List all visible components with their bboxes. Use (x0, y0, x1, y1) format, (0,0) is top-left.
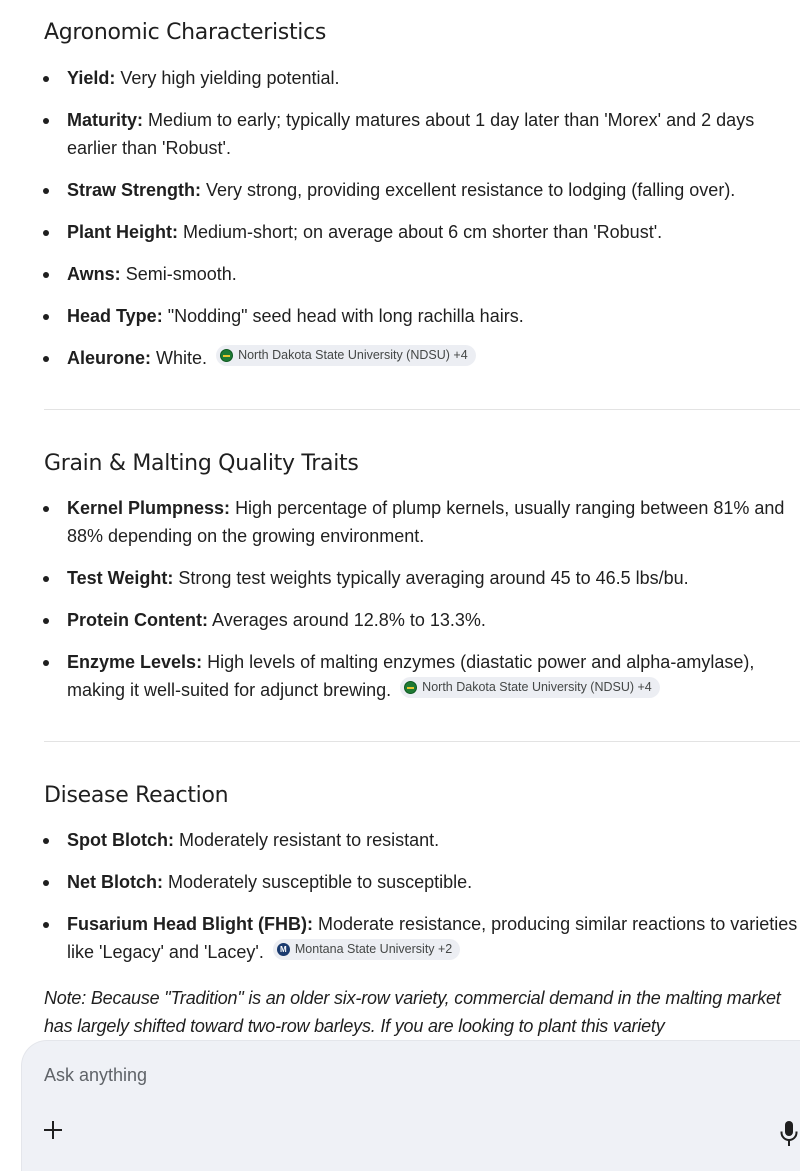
list-item (44, 344, 800, 372)
section-heading: Agronomic Characteristics (44, 20, 327, 45)
item-text: High percentage of plump kernels, usually ranging between 81% and 88% depending on the growing environment. (67, 498, 785, 546)
agronomic-list (44, 64, 800, 386)
source-chip[interactable] (216, 345, 476, 366)
item-label: Spot Blotch: (67, 830, 174, 850)
item-text: Very high yielding potential. (120, 68, 340, 88)
source-chip[interactable] (273, 939, 460, 960)
list-item (44, 564, 800, 592)
chat-composer (21, 1040, 800, 1171)
microphone-icon[interactable] (777, 1119, 800, 1147)
quality-list (44, 494, 800, 718)
item-label: Net Blotch: (67, 872, 163, 892)
item-text: "Nodding" seed head with long rachilla hairs. (167, 306, 524, 326)
section-divider (44, 409, 800, 410)
item-label: Head Type: (67, 306, 163, 326)
item-label: Straw Strength: (67, 180, 202, 200)
item-label: Awns: (67, 264, 121, 284)
item-text: Medium-short; on average about 6 cm shorter than 'Robust'. (183, 222, 663, 242)
note-text: Note: Because "Tradition" is an older six-row variety, commercial demand in the malting market has largely shifted toward two-row barleys. If you are looking to plant this variety (44, 988, 781, 1036)
item-text: Medium to early; typically matures about 1 day later than 'Morex' and 2 days earlier than 'Robust'. (67, 110, 755, 158)
item-text: High levels of malting enzymes (diastatic power and alpha-amylase), making it well-suited for adjunct brewing. (67, 652, 755, 700)
item-label: Fusarium Head Blight (FHB): (67, 914, 313, 934)
item-text: Semi-smooth. (125, 264, 237, 284)
section-heading: Grain & Malting Quality Traits (44, 451, 359, 476)
msu-logo-icon (277, 943, 290, 956)
list-item (44, 910, 800, 966)
list-item (44, 826, 800, 854)
list-item (44, 494, 800, 550)
item-label: Protein Content: (67, 610, 208, 630)
item-text: Very strong, providing excellent resistance to lodging (falling over). (206, 180, 736, 200)
list-item (44, 302, 800, 330)
section-heading: Disease Reaction (44, 783, 229, 808)
list-item (44, 868, 800, 896)
section-divider (44, 741, 800, 742)
list-item (44, 106, 800, 162)
item-text: Moderate resistance, producing similar reactions to varieties like 'Legacy' and 'Lacey'. (67, 914, 798, 962)
item-text: Moderately resistant to resistant. (179, 830, 440, 850)
item-text: White. (156, 348, 208, 368)
list-item (44, 648, 800, 704)
plus-icon[interactable] (42, 1119, 66, 1143)
item-label: Yield: (67, 68, 116, 88)
source-chip[interactable] (400, 677, 660, 698)
list-item (44, 64, 800, 92)
list-item (44, 218, 800, 246)
item-label: Kernel Plumpness: (67, 498, 231, 518)
item-label: Enzyme Levels: (67, 652, 203, 672)
item-label: Aleurone: (67, 348, 152, 368)
list-item (44, 606, 800, 634)
item-text: Moderately susceptible to susceptible. (168, 872, 473, 892)
item-label: Plant Height: (67, 222, 178, 242)
ndsu-logo-icon (220, 349, 233, 362)
ask-input[interactable] (44, 1065, 644, 1086)
ndsu-logo-icon (404, 681, 417, 694)
source-name: North Dakota State University (NDSU) +4 (422, 680, 652, 694)
source-name: Montana State University +2 (294, 942, 453, 956)
item-text: Strong test weights typically averaging around 45 to 46.5 lbs/bu. (178, 568, 689, 588)
list-item (44, 260, 800, 288)
disease-list (44, 826, 800, 980)
item-text: Averages around 12.8% to 13.3%. (212, 610, 486, 630)
item-label: Test Weight: (67, 568, 174, 588)
item-label: Maturity: (67, 110, 143, 130)
source-name: North Dakota State University (NDSU) +4 (238, 348, 468, 362)
list-item (44, 176, 800, 204)
